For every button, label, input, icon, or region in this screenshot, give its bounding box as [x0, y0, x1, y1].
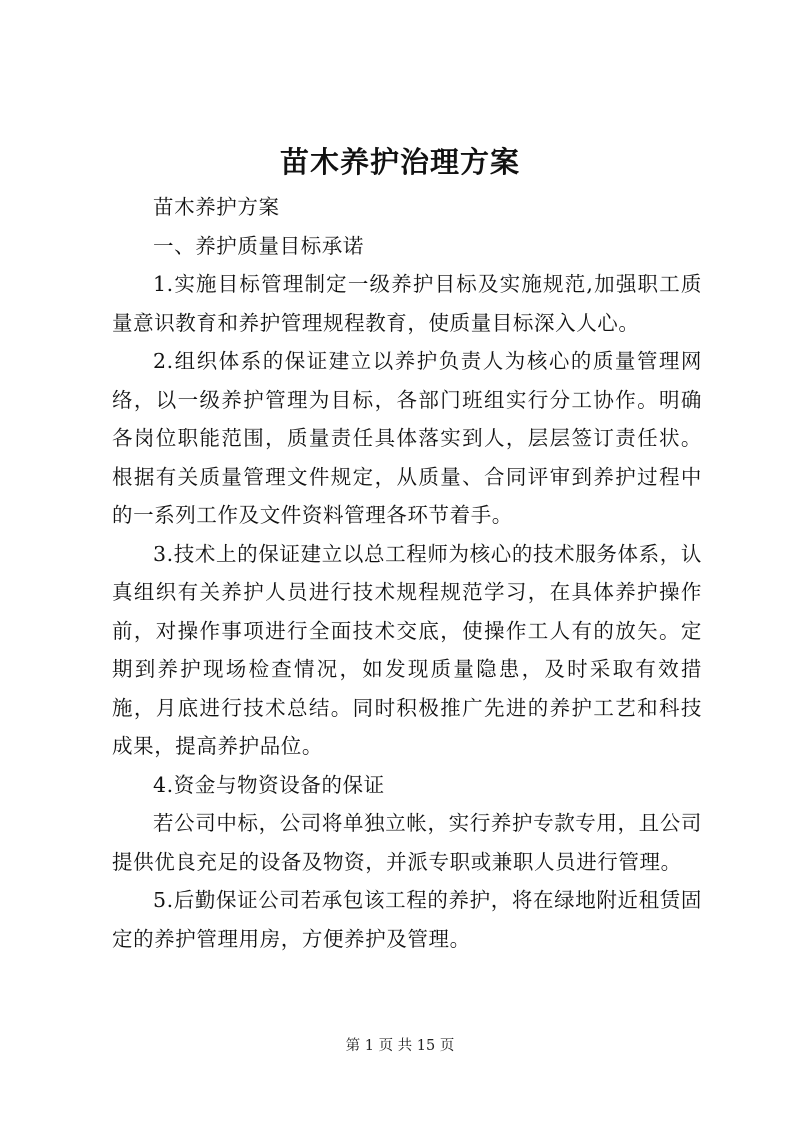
paragraph-item-4-heading: 4.资金与物资设备的保证 — [153, 772, 385, 797]
paragraph-item-3: 3.技术上的保证建立以总工程师为核心的技术服务体系，认真组织有关养护人员进行技术规程规范学习，在具体养护操作前，对操作事项进行全面技术交底，使操作工人有的放矢。定期到养护现场检查情况，如发现质量隐患，及时采取有效措施，月底进行技术总结。同时积极推广先进的养护工艺和科技成果，提高养护品位。 — [112, 541, 702, 758]
paragraph-item-5: 5.后勤保证公司若承包该工程的养护，将在绿地附近租赁固定的养护管理用房，方便养护及管理。 — [112, 888, 702, 951]
document-body — [112, 188, 702, 958]
paragraph-item-4-body: 若公司中标，公司将单独立帐，实行养护专款专用，且公司提供优良充足的设备及物资，并派专职或兼职人员进行管理。 — [112, 811, 702, 874]
document-title: 苗木养护治理方案 — [279, 145, 520, 179]
page-footer: 第 1 页 共 15 页 — [345, 1038, 455, 1054]
paragraph-item-1: 1.实施目标管理制定一级养护目标及实施规范,加强职工质量意识教育和养护管理规程教育，使质量目标深入人心。 — [112, 272, 702, 335]
paragraph-subtitle: 苗木养护方案 — [153, 195, 280, 219]
paragraph-item-2: 2.组织体系的保证建立以养护负责人为核心的质量管理网络，以一级养护管理为目标，各部门班组实行分工协作。明确各岗位职能范围，质量责任具体落实到人，层层签订责任状。根据有关质量管理文件规定，从质量、合同评审到养护过程中的一系列工作及文件资料管理各环节着手。 — [112, 349, 702, 527]
paragraph-section-heading: 一、养护质量目标承诺 — [153, 233, 364, 258]
